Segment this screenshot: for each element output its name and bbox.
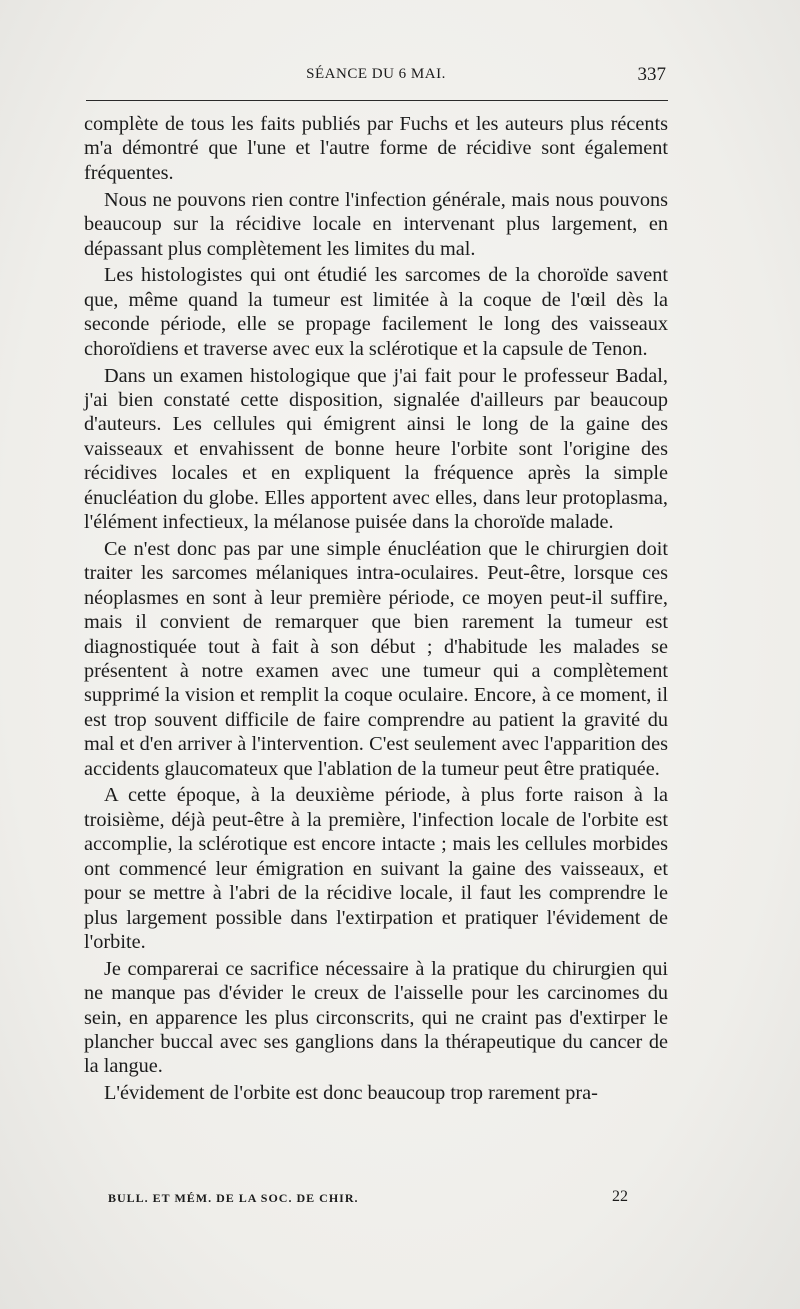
page-header [84, 64, 668, 94]
signature-number: 22 [612, 1188, 628, 1205]
paragraph: Les histologistes qui ont étudié les sarcomes de la choroïde savent que, même quand la tumeur est limitée à la coque de l'œil dès la seconde période, elle se propage facilement le long des vaisseaux choroïdiens et traverse avec eux la sclérotique et la capsule de Tenon. [84, 264, 668, 360]
header-rule [86, 100, 668, 101]
page-footer [108, 1188, 628, 1212]
body-text [84, 112, 668, 1108]
paragraph-last-line: L'évidement de l'orbite est donc beaucoup trop rarement pra- [104, 1082, 598, 1105]
paragraph: Nous ne pouvons rien contre l'infection générale, mais nous pouvons beaucoup sur la récidive locale en intervenant plus largement, en dépassant plus complètement les limites du mal. [84, 188, 668, 260]
paragraph: A cette époque, à la deuxième période, à plus forte raison à la troisième, déjà peut-être à la première, l'infection locale de l'orbite est accomplie, la sclérotique est encore intacte ; mais les cellules morbides ont commencé leur émigration en suivant la gaine des vaisseaux, et pour se mettre à l'abri de la récidive locale, il faut les comprendre le plus largement possible dans l'extirpation et pratiquer l'évidement de l'orbite. [84, 784, 668, 953]
paragraph: Ce n'est donc pas par une simple énucléation que le chirurgien doit traiter les sarcomes mélaniques intra-oculaires. Peut-être, lorsque ces néoplasmes en sont à leur première période, ce moyen peut-il suffire, mais il convient de remarquer que bien rarement la tumeur est diagnostiquée tout à fait à son début ; d'habitude les malades se présentent à notre examen avec une tumeur qui a complètement supprimé la vision et remplit la coque oculaire. Encore, à ce moment, il est trop souvent difficile de faire comprendre au patient la gravité du mal et d'en arriver à l'intervention. C'est seulement avec l'apparition des accidents glaucomateux que l'ablation de la tumeur peut être pratiquée. [84, 537, 668, 780]
paragraph: Dans un examen histologique que j'ai fait pour le professeur Badal, j'ai bien constaté cette disposition, signalée d'ailleurs par beaucoup d'auteurs. Les cellules qui émigrent ainsi le long de la gaine des vaisseaux et envahissent de bonne heure l'orbite sont l'origine des récidives locales et en expliquent la fréquence après la simple énucléation du globe. Elles apportent avec elles, dans leur protoplasma, l'élément infectieux, la mélanose puisée dans la choroïde malade. [84, 364, 668, 533]
page-number: 337 [637, 64, 666, 85]
paragraph-continued: complète de tous les faits publiés par Fuchs et les auteurs plus récents m'a démontré que l'une et l'autre forme de récidive sont également fréquentes. [84, 113, 668, 184]
paragraph: Je comparerai ce sacrifice nécessaire à la pratique du chirurgien qui ne manque pas d'évider le creux de l'aisselle pour les carcinomes du sein, en apparence les plus circonscrits, qui ne craint pas d'extirper le plancher buccal avec ses ganglions dans la thérapeutique du cancer de la langue. [84, 957, 668, 1078]
running-title: SÉANCE DU 6 MAI. [306, 66, 446, 82]
footer-signature: BULL. ET MÉM. DE LA SOC. DE CHIR. [108, 1191, 359, 1205]
